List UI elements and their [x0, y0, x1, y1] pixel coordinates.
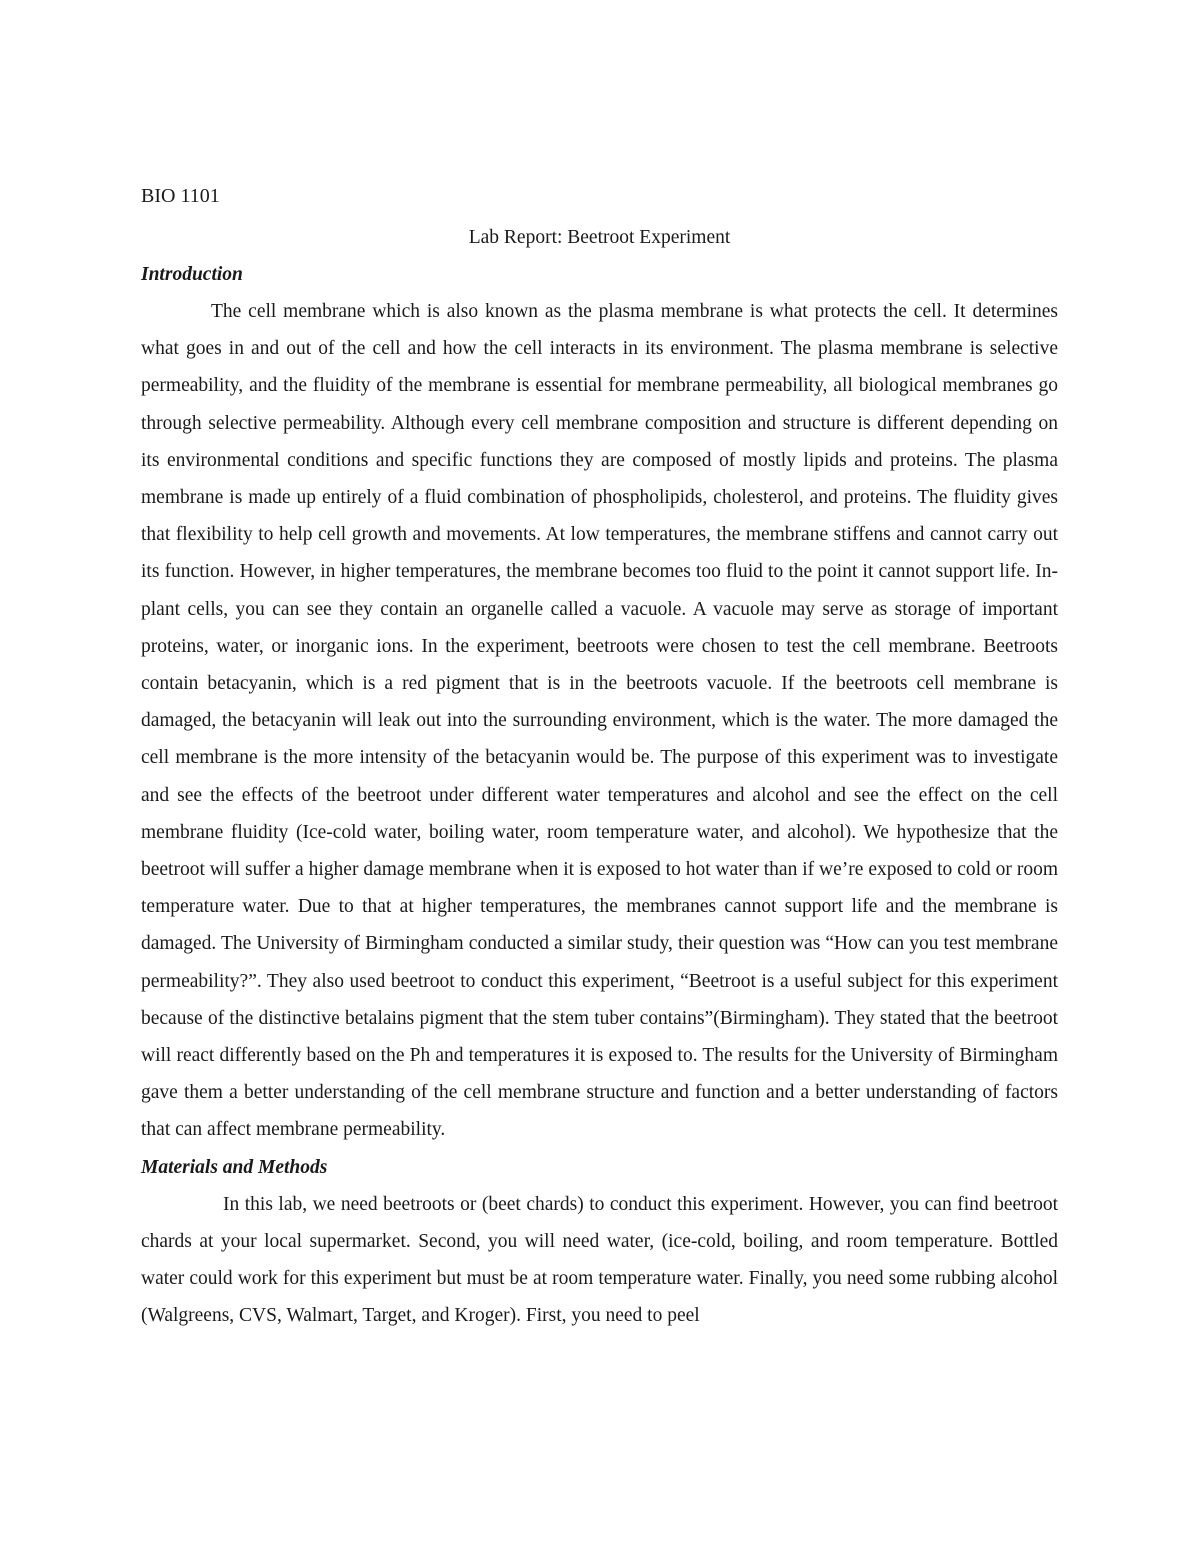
materials-and-methods-paragraph: In this lab, we need beetroots or (beet chards) to conduct this experiment. However, you can find beetroot chards at your local supermarket. Second, you will need water, (ice-cold, boiling, and room temperature. Bottled water could work for this experiment but must be at room temperature water. Finally, you need some rubbing alcohol (Walgreens, CVS, Walmart, Target, and Kroger). First, you need to peel — [141, 1193, 1058, 1327]
section-heading-introduction: Introduction — [141, 264, 243, 285]
section-heading-materials-and-methods: Materials and Methods — [141, 1156, 328, 1178]
course-code: BIO 1101 — [141, 185, 220, 207]
document-body — [141, 180, 1058, 1334]
document-title: Lab Report: Beetroot Experiment — [468, 227, 731, 248]
introduction-paragraph: The cell membrane which is also known as the plasma membrane is what protects the cell. It determines what goes in and out of the cell and how the cell interacts in its environment. The plasma membrane is selective permeability, and the fluidity of the membrane is essential for membrane permeability, all biological membranes go through selective permeability. Although every cell membrane composition and structure is different depending on its environmental conditions and specific functions they are composed of mostly lipids and proteins. The plasma membrane is made up entirely of a fluid combination of phospholipids, cholesterol, and proteins. The fluidity gives that flexibility to help cell growth and movements. At low temperatures, the membrane stiffens and cannot carry out its function. However, in higher temperatures, the membrane becomes too fluid to the point it cannot support life. In-plant cells, you can see they contain an organelle called a vacuole. A vacuole may serve as storage of important proteins, water, or inorganic ions. In the experiment, beetroots were chosen to test the cell membrane. Beetroots contain betacyanin, which is a red pigment that is in the beetroots vacuole. If the beetroots cell membrane is damaged, the betacyanin will leak out into the surrounding environment, which is the water. The more damaged the cell membrane is the more intensity of the betacyanin would be. The purpose of this experiment was to investigate and see the effects of the beetroot under different water temperatures and alcohol and see the effect on the cell membrane fluidity (Ice-cold water, boiling water, room temperature water, and alcohol). We hypothesize that the beetroot will suffer a higher damage membrane when it is exposed to hot water than if we’re exposed to cold or room temperature water. Due to that at higher temperatures, the membranes cannot support life and the membrane is damaged. The University of Birmingham conducted a similar study, their question was “How can you test membrane permeability?”. They also used beetroot to conduct this experiment, “Beetroot is a useful subject for this experiment because of the distinctive betalains pigment that the stem tuber contains”(Birmingham). They stated that the beetroot will react differently based on the Ph and temperatures it is exposed to. The results for the University of Birmingham gave them a better understanding of the cell membrane structure and function and a better understanding of factors that can affect membrane permeability. — [141, 301, 1058, 1141]
